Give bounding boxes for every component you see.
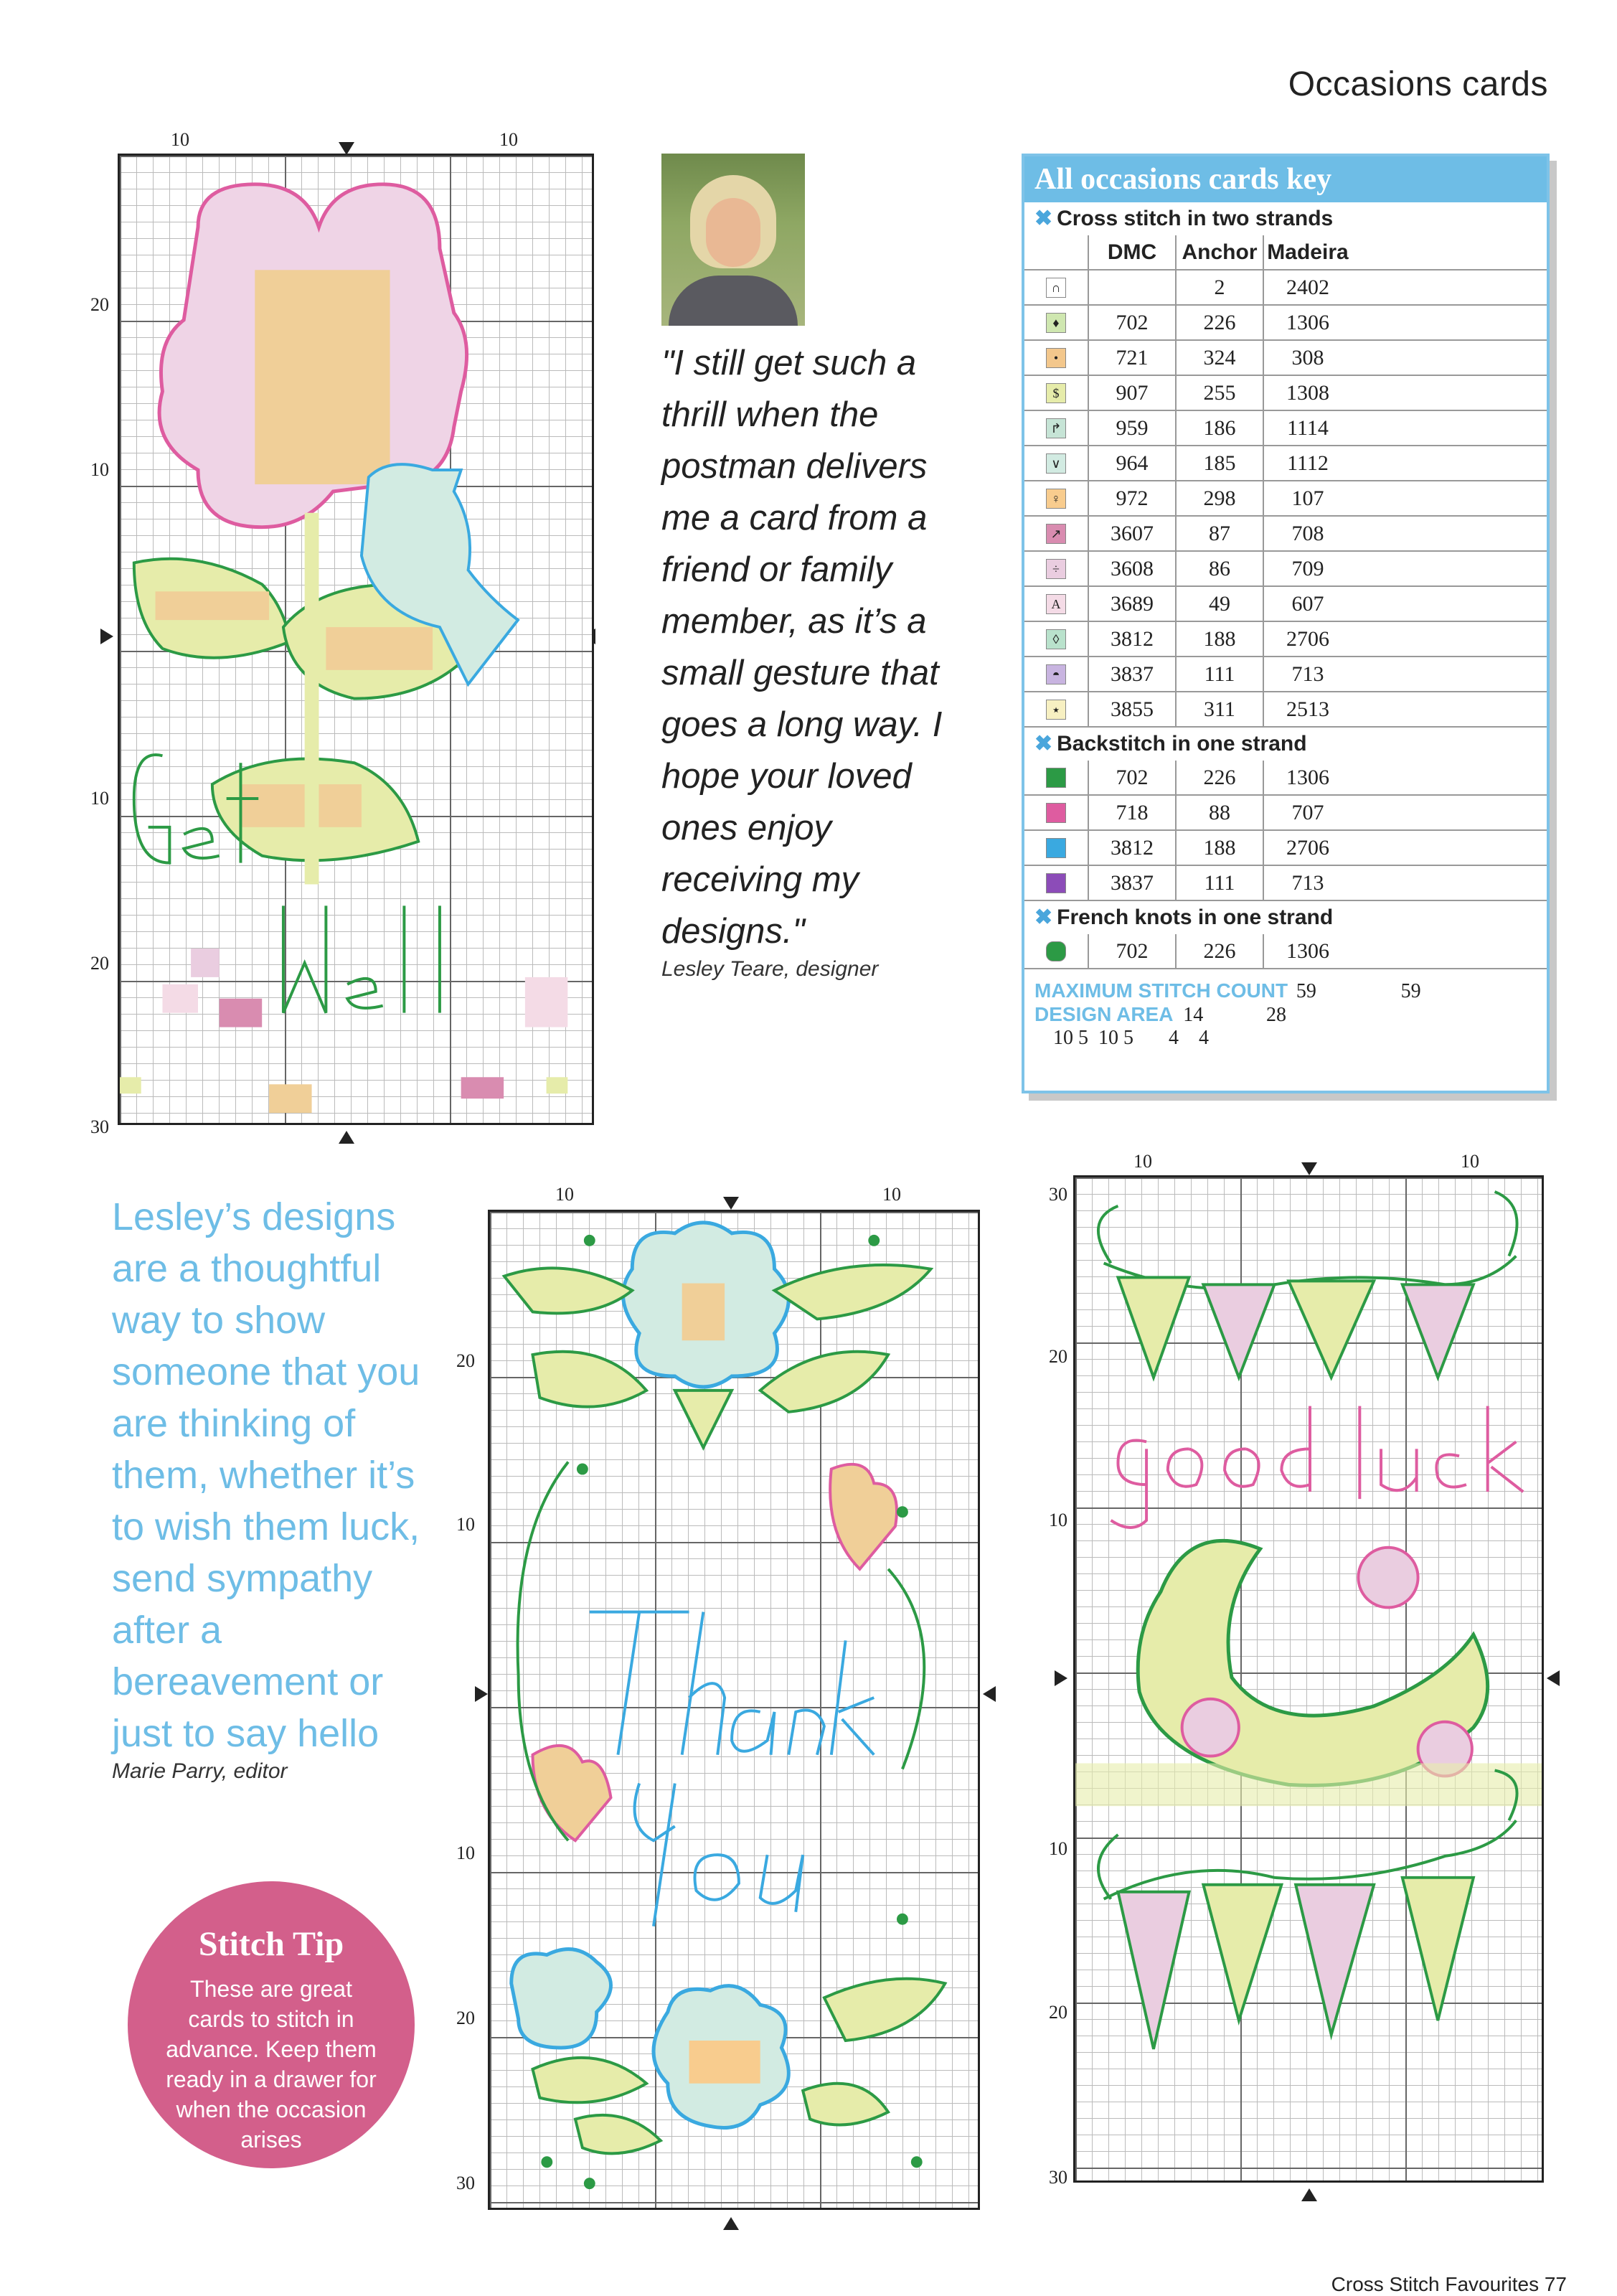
key-design-area-value-2: 28 xyxy=(1266,1004,1286,1026)
stitch-tip-badge xyxy=(128,1881,415,2168)
key-row xyxy=(1024,341,1547,376)
chart2-center-marker-left xyxy=(475,1686,488,1702)
key-symbol: ∩ xyxy=(1046,278,1066,298)
key-madeira-value: 707 xyxy=(1263,796,1352,829)
chart3-center-marker-right xyxy=(1547,1670,1560,1686)
chart1-left-label-4: 20 xyxy=(90,953,109,974)
key-row xyxy=(1024,934,1547,969)
key-row xyxy=(1024,270,1547,306)
key-symbol-swatch xyxy=(1024,664,1088,684)
key-madeira-value: 1112 xyxy=(1263,446,1352,480)
key-anchor-value: 226 xyxy=(1175,934,1263,968)
chart2-grid xyxy=(488,1210,980,2210)
key-dmc-value: 3837 xyxy=(1088,657,1175,691)
chart3-bottom-bunting xyxy=(1098,1770,1517,2048)
key-row xyxy=(1024,796,1547,831)
key-dmc-value: 702 xyxy=(1088,761,1175,794)
chart1-left-label-5: 30 xyxy=(90,1116,109,1137)
key-dmc-value: 702 xyxy=(1088,306,1175,339)
key-symbol-swatch xyxy=(1024,313,1088,333)
key-row xyxy=(1024,517,1547,552)
chart3-left-label-6: 30 xyxy=(1049,2167,1067,2188)
key-header-anchor: Anchor xyxy=(1175,235,1263,269)
key-symbol: ↗ xyxy=(1046,524,1066,544)
key-french-knots-rows xyxy=(1024,934,1547,969)
chart2-top-label-right: 10 xyxy=(882,1184,901,1205)
chart1-top-label-right: 10 xyxy=(499,129,518,150)
key-dmc-value: 907 xyxy=(1088,376,1175,410)
chart2-left-label-4: 20 xyxy=(456,2008,475,2028)
key-backstitch-line-icon xyxy=(1024,838,1088,858)
key-anchor-value: 188 xyxy=(1175,831,1263,865)
key-dmc-value: 959 xyxy=(1088,411,1175,445)
key-max-stitch-value-1: 59 xyxy=(1296,980,1316,1002)
key-anchor-value: 311 xyxy=(1175,692,1263,726)
key-madeira-value: 1114 xyxy=(1263,411,1352,445)
key-dmc-value: 3812 xyxy=(1088,831,1175,865)
key-cross-stitch-title: ✖ Cross stitch in two strands xyxy=(1034,207,1334,230)
key-symbol-swatch xyxy=(1024,489,1088,509)
key-anchor-value: 186 xyxy=(1175,411,1263,445)
key-design-area-line2: 10 5 10 5 4 4 xyxy=(1053,1027,1209,1049)
chart3-top-bunting xyxy=(1098,1192,1517,1378)
key-cross-stitch-rows xyxy=(1024,270,1547,728)
key-symbol-swatch xyxy=(1024,418,1088,438)
chart2-top-label-left: 10 xyxy=(555,1184,574,1205)
key-madeira-value: 2402 xyxy=(1263,270,1352,304)
key-french-knots-title: ✖ French knots in one strand xyxy=(1034,905,1334,929)
chart1-scatter-stitches xyxy=(120,949,567,1113)
key-dmc-value: 972 xyxy=(1088,481,1175,515)
key-symbol: ÷ xyxy=(1046,559,1066,579)
chart3-horseshoe xyxy=(1075,1540,1542,1806)
key-symbol: ↱ xyxy=(1046,418,1066,438)
key-dmc-value: 718 xyxy=(1088,796,1175,829)
key-madeira-value: 308 xyxy=(1263,341,1352,375)
key-max-stitch-label: MAXIMUM STITCH COUNT xyxy=(1034,979,1288,1002)
key-symbol: • xyxy=(1046,348,1066,368)
key-symbol: ◓ xyxy=(1046,664,1066,684)
key-madeira-value: 2513 xyxy=(1263,692,1352,726)
chart1-top-label-left: 10 xyxy=(171,129,189,150)
key-anchor-value: 226 xyxy=(1175,306,1263,339)
section-title: Occasions cards xyxy=(1288,65,1548,103)
key-row xyxy=(1024,692,1547,728)
chart2-text-thank xyxy=(590,1612,874,1755)
key-design-area-label: DESIGN AREA xyxy=(1034,1003,1174,1025)
designer-photo xyxy=(661,154,805,326)
key-symbol: ٭ xyxy=(1046,700,1066,720)
chart2-left-label-5: 30 xyxy=(456,2173,475,2193)
key-symbol: A xyxy=(1046,594,1066,614)
key-row xyxy=(1024,866,1547,901)
key-anchor-value: 111 xyxy=(1175,657,1263,691)
chart2-center-marker-top xyxy=(723,1197,739,1210)
key-row xyxy=(1024,831,1547,866)
key-dmc-value: 721 xyxy=(1088,341,1175,375)
key-title: All occasions cards key xyxy=(1024,156,1547,202)
thread-key-panel xyxy=(1022,154,1550,1093)
chart3-top-label-right: 10 xyxy=(1461,1151,1479,1172)
key-french-knot-dot-icon xyxy=(1024,941,1088,961)
key-header-madeira: Madeira xyxy=(1263,235,1352,269)
chart3-center-marker-top xyxy=(1301,1162,1317,1175)
key-anchor-value: 49 xyxy=(1175,587,1263,621)
key-backstitch-line-icon xyxy=(1024,803,1088,823)
key-anchor-value: 87 xyxy=(1175,517,1263,550)
key-anchor-value: 2 xyxy=(1175,270,1263,304)
key-row xyxy=(1024,446,1547,481)
key-madeira-value: 709 xyxy=(1263,552,1352,585)
chart1-leaf-left xyxy=(134,559,291,658)
designer-quote-attribution: Lesley Teare, designer xyxy=(661,957,879,981)
key-anchor-value: 88 xyxy=(1175,796,1263,829)
chart3-grid xyxy=(1073,1175,1544,2183)
chart2-center-marker-right xyxy=(983,1686,996,1702)
chart3-left-label-3: 10 xyxy=(1049,1510,1067,1530)
key-symbol-swatch xyxy=(1024,383,1088,403)
key-row xyxy=(1024,376,1547,411)
key-madeira-value: 107 xyxy=(1263,481,1352,515)
chart1-left-label-3: 10 xyxy=(90,788,109,809)
stitch-tip-body: These are great cards to stitch in advance. Keep them ready in a drawer for when the occasion arises xyxy=(166,1976,377,2152)
key-symbol-swatch xyxy=(1024,700,1088,720)
key-anchor-value: 86 xyxy=(1175,552,1263,585)
key-row xyxy=(1024,552,1547,587)
key-madeira-value: 2706 xyxy=(1263,831,1352,865)
key-symbol: $ xyxy=(1046,383,1066,403)
chart2-hearts xyxy=(532,1464,897,1840)
chart1-center-marker-bottom xyxy=(339,1131,354,1144)
chart1-text-get xyxy=(134,755,258,863)
chart3-center-marker-left xyxy=(1055,1670,1067,1686)
key-row xyxy=(1024,657,1547,692)
chart1-text-well xyxy=(283,905,440,1012)
key-dmc-value: 3812 xyxy=(1088,622,1175,656)
key-dmc-value: 964 xyxy=(1088,446,1175,480)
key-dmc-value: 3607 xyxy=(1088,517,1175,550)
key-anchor-value: 188 xyxy=(1175,622,1263,656)
key-symbol: ♦ xyxy=(1046,313,1066,333)
page-footer: Cross Stitch Favourites 77 xyxy=(1331,2273,1567,2295)
chart2-top-flower xyxy=(623,1223,789,1387)
key-stitch-count xyxy=(1024,969,1547,1050)
chart3-text-good-luck xyxy=(1111,1406,1524,1528)
key-symbol-swatch xyxy=(1024,278,1088,298)
key-symbol-swatch xyxy=(1024,524,1088,544)
key-madeira-value: 1306 xyxy=(1263,934,1352,968)
chart3-left-label-2: 20 xyxy=(1049,1346,1067,1367)
stitch-tip-title: Stitch Tip xyxy=(198,1925,344,1963)
chart3-left-label-1: 30 xyxy=(1049,1184,1067,1205)
chart2-left-label-1: 20 xyxy=(456,1350,475,1371)
key-madeira-value: 708 xyxy=(1263,517,1352,550)
key-backstitch-rows xyxy=(1024,761,1547,901)
chart1-grid xyxy=(118,154,594,1125)
key-dmc-value xyxy=(1088,270,1175,304)
key-cross-stitch-title-text: Cross stitch in two strands xyxy=(1057,207,1334,230)
chart1-left-label-1: 20 xyxy=(90,294,109,315)
key-anchor-value: 226 xyxy=(1175,761,1263,794)
key-backstitch-line-icon xyxy=(1024,873,1088,893)
key-row xyxy=(1024,622,1547,657)
key-dmc-value: 702 xyxy=(1088,934,1175,968)
key-symbol: ♀ xyxy=(1046,489,1066,509)
key-anchor-value: 111 xyxy=(1175,866,1263,900)
key-madeira-value: 713 xyxy=(1263,657,1352,691)
chart2-text-you xyxy=(635,1784,803,1926)
chart3-center-marker-bottom xyxy=(1301,2188,1317,2201)
key-row xyxy=(1024,411,1547,446)
key-dmc-value: 3837 xyxy=(1088,866,1175,900)
key-row xyxy=(1024,481,1547,517)
key-anchor-value: 298 xyxy=(1175,481,1263,515)
key-anchor-value: 255 xyxy=(1175,376,1263,410)
chart3-top-label-left: 10 xyxy=(1133,1151,1152,1172)
chart2-left-label-3: 10 xyxy=(456,1843,475,1863)
key-dmc-value: 3608 xyxy=(1088,552,1175,585)
key-anchor-value: 324 xyxy=(1175,341,1263,375)
chart3-left-label-5: 20 xyxy=(1049,2002,1067,2023)
chart3-left-label-4: 10 xyxy=(1049,1838,1067,1859)
key-french-knots-title-text: French knots in one strand xyxy=(1057,905,1334,929)
key-row xyxy=(1024,587,1547,622)
key-symbol-swatch xyxy=(1024,453,1088,474)
key-symbol: ◊ xyxy=(1046,629,1066,649)
key-max-stitch-value-2: 59 xyxy=(1400,980,1421,1002)
key-backstitch-line-icon xyxy=(1024,768,1088,788)
key-row xyxy=(1024,306,1547,341)
key-row xyxy=(1024,761,1547,796)
chart2-left-label-2: 10 xyxy=(456,1514,475,1535)
key-madeira-value: 1306 xyxy=(1263,306,1352,339)
editor-pull-quote: Lesley’s designs are a thoughtful way to show someone that you are thinking of them, whether it’s to wish them luck, send sympathy after a bereavement or just to say hello xyxy=(112,1195,420,1755)
key-madeira-value: 1306 xyxy=(1263,761,1352,794)
key-symbol-swatch xyxy=(1024,629,1088,649)
key-dmc-value: 3855 xyxy=(1088,692,1175,726)
key-symbol-swatch xyxy=(1024,348,1088,368)
key-symbol-swatch xyxy=(1024,594,1088,614)
key-header-dmc: DMC xyxy=(1088,235,1175,269)
key-dmc-value: 3689 xyxy=(1088,587,1175,621)
key-madeira-value: 713 xyxy=(1263,866,1352,900)
key-backstitch-title-text: Backstitch in one strand xyxy=(1057,732,1307,756)
key-symbol: ∨ xyxy=(1046,453,1066,474)
chart1-center-marker-left xyxy=(100,629,113,644)
key-design-area-value-1: 14 xyxy=(1183,1004,1204,1026)
designer-quote: "I still get such a thrill when the postman delivers me a card from a friend or family member, as it’s a small gesture that goes a long way. I hope your loved ones enjoy receiving my designs." xyxy=(661,344,943,951)
key-backstitch-title: ✖ Backstitch in one strand xyxy=(1034,732,1307,756)
key-madeira-value: 1308 xyxy=(1263,376,1352,410)
chart1-left-label-2: 10 xyxy=(90,459,109,480)
chart2-center-marker-bottom xyxy=(723,2217,739,2230)
key-symbol-swatch xyxy=(1024,559,1088,579)
key-madeira-value: 607 xyxy=(1263,587,1352,621)
editor-pull-quote-attribution: Marie Parry, editor xyxy=(112,1759,288,1783)
key-anchor-value: 185 xyxy=(1175,446,1263,480)
key-header-row xyxy=(1024,235,1547,270)
key-madeira-value: 2706 xyxy=(1263,622,1352,656)
